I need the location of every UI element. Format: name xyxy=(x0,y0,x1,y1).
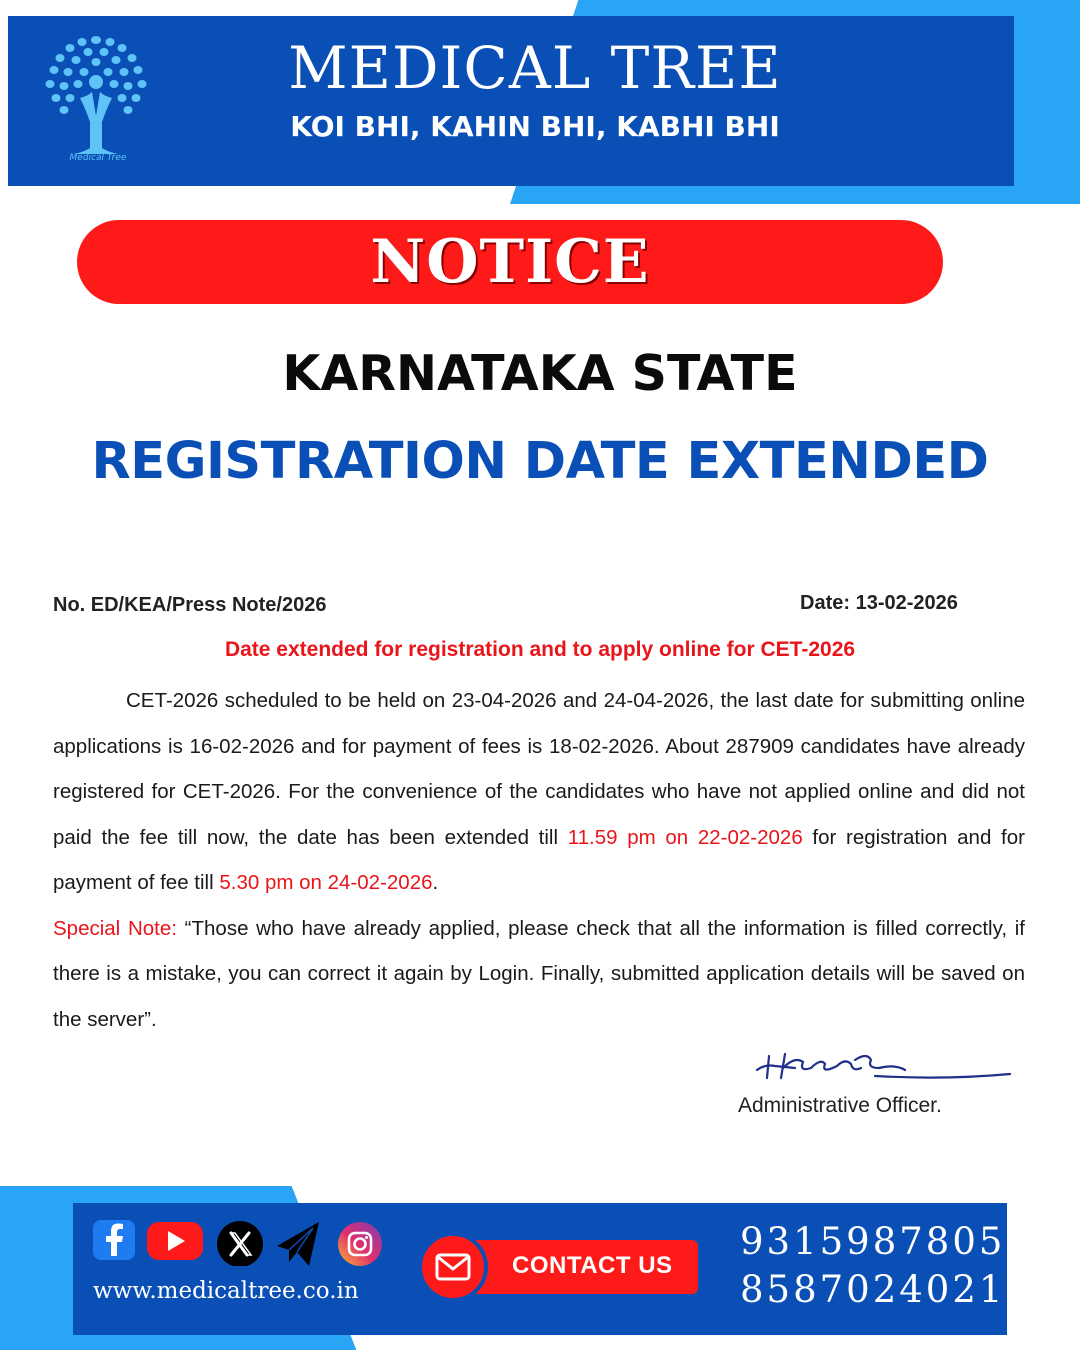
heading-state: KARNATAKA STATE xyxy=(282,345,798,402)
contact-us-button[interactable] xyxy=(418,1232,700,1302)
youtube-icon[interactable] xyxy=(147,1218,205,1262)
letter-body xyxy=(53,678,1025,1042)
website-link[interactable]: www.medicaltree.co.in xyxy=(93,1278,359,1304)
brand-title: MEDICAL TREE xyxy=(288,34,782,102)
facebook-icon[interactable] xyxy=(93,1218,137,1262)
reference-number: No. ED/KEA/Press Note/2026 xyxy=(53,594,327,616)
para-end: . xyxy=(432,871,439,894)
contact-icon-badge xyxy=(418,1232,488,1302)
signatory-title: Administrative Officer. xyxy=(738,1094,942,1117)
notice-label: NOTICE xyxy=(370,227,650,297)
social-links xyxy=(93,1218,393,1270)
registration-deadline: 11.59 pm on 22-02-2026 xyxy=(567,825,803,849)
phone-number-1[interactable]: 9315987805 xyxy=(740,1220,1006,1263)
special-note-label: Special Note: xyxy=(53,916,177,940)
paragraph-main xyxy=(53,678,1025,906)
heading-main: REGISTRATION DATE EXTENDED xyxy=(91,432,989,491)
x-icon[interactable] xyxy=(216,1218,264,1266)
para-mid: for registration and for payment of fee till xyxy=(53,825,1025,894)
special-note xyxy=(53,906,1025,1043)
tree-logo-icon xyxy=(36,30,156,166)
letter-date: Date: 13-02-2026 xyxy=(800,592,958,614)
special-note-text: “Those who have already applied, please check that all the information is filled correctly, if there is a mistake, you can correct it again by Login. Finally, submitted application details will be saved on the server”. xyxy=(53,916,1025,1031)
logo-caption: Medical Tree xyxy=(69,153,127,163)
phone-number-2[interactable]: 8587024021 xyxy=(740,1268,1006,1311)
telegram-icon[interactable] xyxy=(275,1218,323,1270)
contact-us-label: CONTACT US xyxy=(512,1252,673,1279)
notice-banner xyxy=(77,220,943,304)
letter-subject: Date extended for registration and to apply online for CET-2026 xyxy=(224,638,856,661)
signature-image xyxy=(755,1046,1015,1086)
instagram-icon[interactable] xyxy=(336,1218,384,1266)
phone-numbers xyxy=(740,1218,1005,1314)
mail-icon xyxy=(435,1253,471,1281)
brand-tagline: KOI BHI, KAHIN BHI, KABHI BHI xyxy=(290,110,780,143)
para-text: CET-2026 scheduled to be held on 23-04-2026 and 24-04-2026, the last date for submitting online applications is 16-02-2026 and for payment of fees is 18-02-2026. About 287909 candidates have already registered for CET-2026. For the convenience of the candidates who have not applied online and did not paid the fee till now, the date has been extended till xyxy=(53,689,1025,849)
fee-deadline: 5.30 pm on 24-02-2026 xyxy=(219,871,433,894)
